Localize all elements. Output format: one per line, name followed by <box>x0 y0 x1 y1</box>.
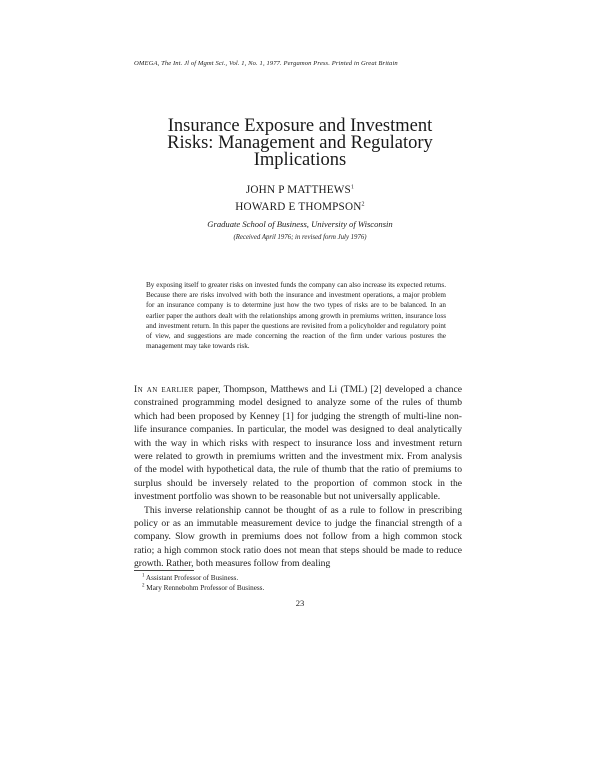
page-number: 23 <box>295 598 305 608</box>
author-2-name: HOWARD E THOMPSON <box>235 201 362 213</box>
running-head: OMEGA, The Int. Jl of Mgmt Sci., Vol. 1, No. 1, 1977. Pergamon Press. Printed in Great Britain <box>134 60 398 67</box>
article-title <box>120 118 480 169</box>
author-2-footnote-mark: 2 <box>361 201 365 208</box>
footnote-1-text: Assistant Professor of Business. <box>145 574 239 582</box>
footnote-divider <box>134 570 194 571</box>
footnote-1 <box>142 573 442 583</box>
body-paragraph-1-text: paper, Thompson, Matthews and Li (TML) [2] developed a chance constrained programming model designed to analyze some of the rules of thumb which had been proposed by Kenney [1] for judging the strength of multi-line non-life insurance companies. In particular, the model was designed to deal analytically with the way in which risks with respect to insurance loss and investment return were related to growth in premiums written and the investment mix. From analysis of the model with hypothetical data, the rule of thumb that the ratio of premiums to surplus should be inversely related to the proportion of common stock in the investment portfolio was shown to be reasonable but not universally applicable. <box>134 384 462 503</box>
abstract: By exposing itself to greater risks on invested funds the company can also increase its expected returns. Because there are risks involved with both the insurance and investment operations, a major problem for an insurance company is to determine just how the two types of risks are to be balanced. In an earlier paper the authors dealt with the relationships among growth in premiums written, insurance loss and investment return. In this paper the questions are revisited from a policyholder and regulatory point of view, and suggestions are made concerning the reaction of the firm under various postures the management may take towards risk. <box>146 281 446 351</box>
footnote-1-mark: 1 <box>142 573 145 579</box>
lead-in-words: In an earlier <box>134 384 194 395</box>
body-paragraph-2: This inverse relationship cannot be thought of as a rule to follow in prescribing policy or as an immutable measurement device to judge the financial strength of a company. Slow growth in premiums does not follow from a high common stock ratio; a high common stock ratio does not mean that steps should be made to reduce growth. Rather, both measures follow from dealing <box>134 504 462 570</box>
author-2 <box>120 201 480 213</box>
title-line-2: Risks: Management and Regulatory <box>167 133 433 153</box>
author-1 <box>120 184 480 196</box>
footnote-2-mark: 2 <box>142 583 145 589</box>
title-line-3: Implications <box>253 150 347 170</box>
body-paragraph-1 <box>134 383 462 504</box>
footnote-2-text: Mary Rennebohm Professor of Business. <box>146 584 265 592</box>
received-date: (Received April 1976; in revised form July 1976) <box>233 234 367 241</box>
footnote-2 <box>142 583 442 593</box>
affiliation: Graduate School of Business, University of Wisconsin <box>207 219 393 229</box>
title-line-1: Insurance Exposure and Investment <box>167 116 433 136</box>
footnotes <box>142 573 442 593</box>
body-text <box>134 383 462 571</box>
author-1-footnote-mark: 1 <box>350 184 355 191</box>
author-1-name: JOHN P MATTHEWS <box>245 184 351 196</box>
